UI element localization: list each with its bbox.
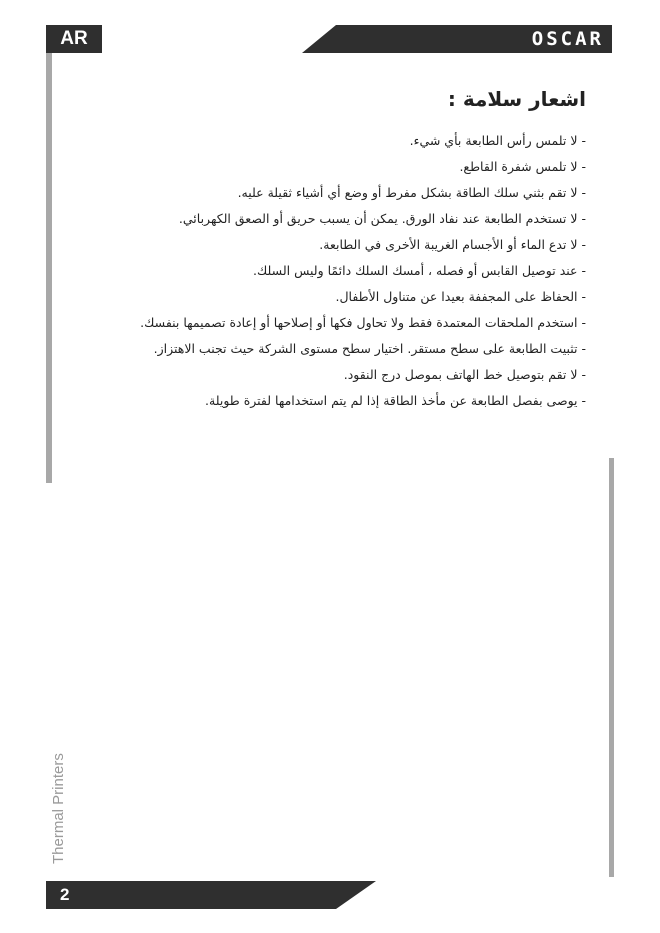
list-item: - عند توصيل القابس أو فصله ، أمسك السلك دائمًا وليس السلك.	[253, 263, 586, 278]
list-item: - لا تلمس رأس الطابعة بأي شيء.	[409, 133, 586, 148]
frame-left-line	[46, 53, 52, 483]
list-item: - استخدم الملحقات المعتمدة فقط ولا تحاول فكها أو إصلاحها أو إعادة تصميمها بنفسك.	[140, 315, 586, 330]
list-item: - الحفاظ على المجففة بعيدا عن متناول الأطفال.	[335, 289, 586, 304]
language-label: AR	[60, 28, 88, 49]
footer-bar	[46, 881, 376, 909]
list-item: - لا تدع الماء أو الأجسام الغريبة الأخرى في الطابعة.	[319, 237, 586, 252]
safety-notice	[108, 84, 586, 414]
list-item: - تثبيت الطابعة على سطح مستقر. اختيار سطح مستوى الشركة حيث تجنب الاهتزاز.	[153, 341, 586, 356]
list-item: - لا تستخدم الطابعة عند نفاد الورق. يمكن أن يسبب حريق أو الصعق الكهربائي.	[178, 211, 586, 226]
list-item: - لا تقم بثني سلك الطاقة بشكل مفرط أو وضع أي أشياء ثقيلة عليه.	[237, 185, 586, 200]
list-item: - يوصى بفصل الطابعة عن مأخذ الطاقة إذا لم يتم استخدامها لفترة طويلة.	[205, 393, 586, 408]
frame-right-line	[609, 458, 614, 877]
page-title: اشعار سلامة :	[447, 87, 586, 111]
side-label: Thermal Printers	[50, 753, 67, 864]
brand-logo: OSCAR	[531, 28, 604, 50]
list-item: - لا تقم بتوصيل خط الهاتف بموصل درج النقود.	[343, 367, 586, 382]
page-number: 2	[60, 885, 70, 904]
list-item: - لا تلمس شفرة القاطع.	[459, 159, 586, 174]
